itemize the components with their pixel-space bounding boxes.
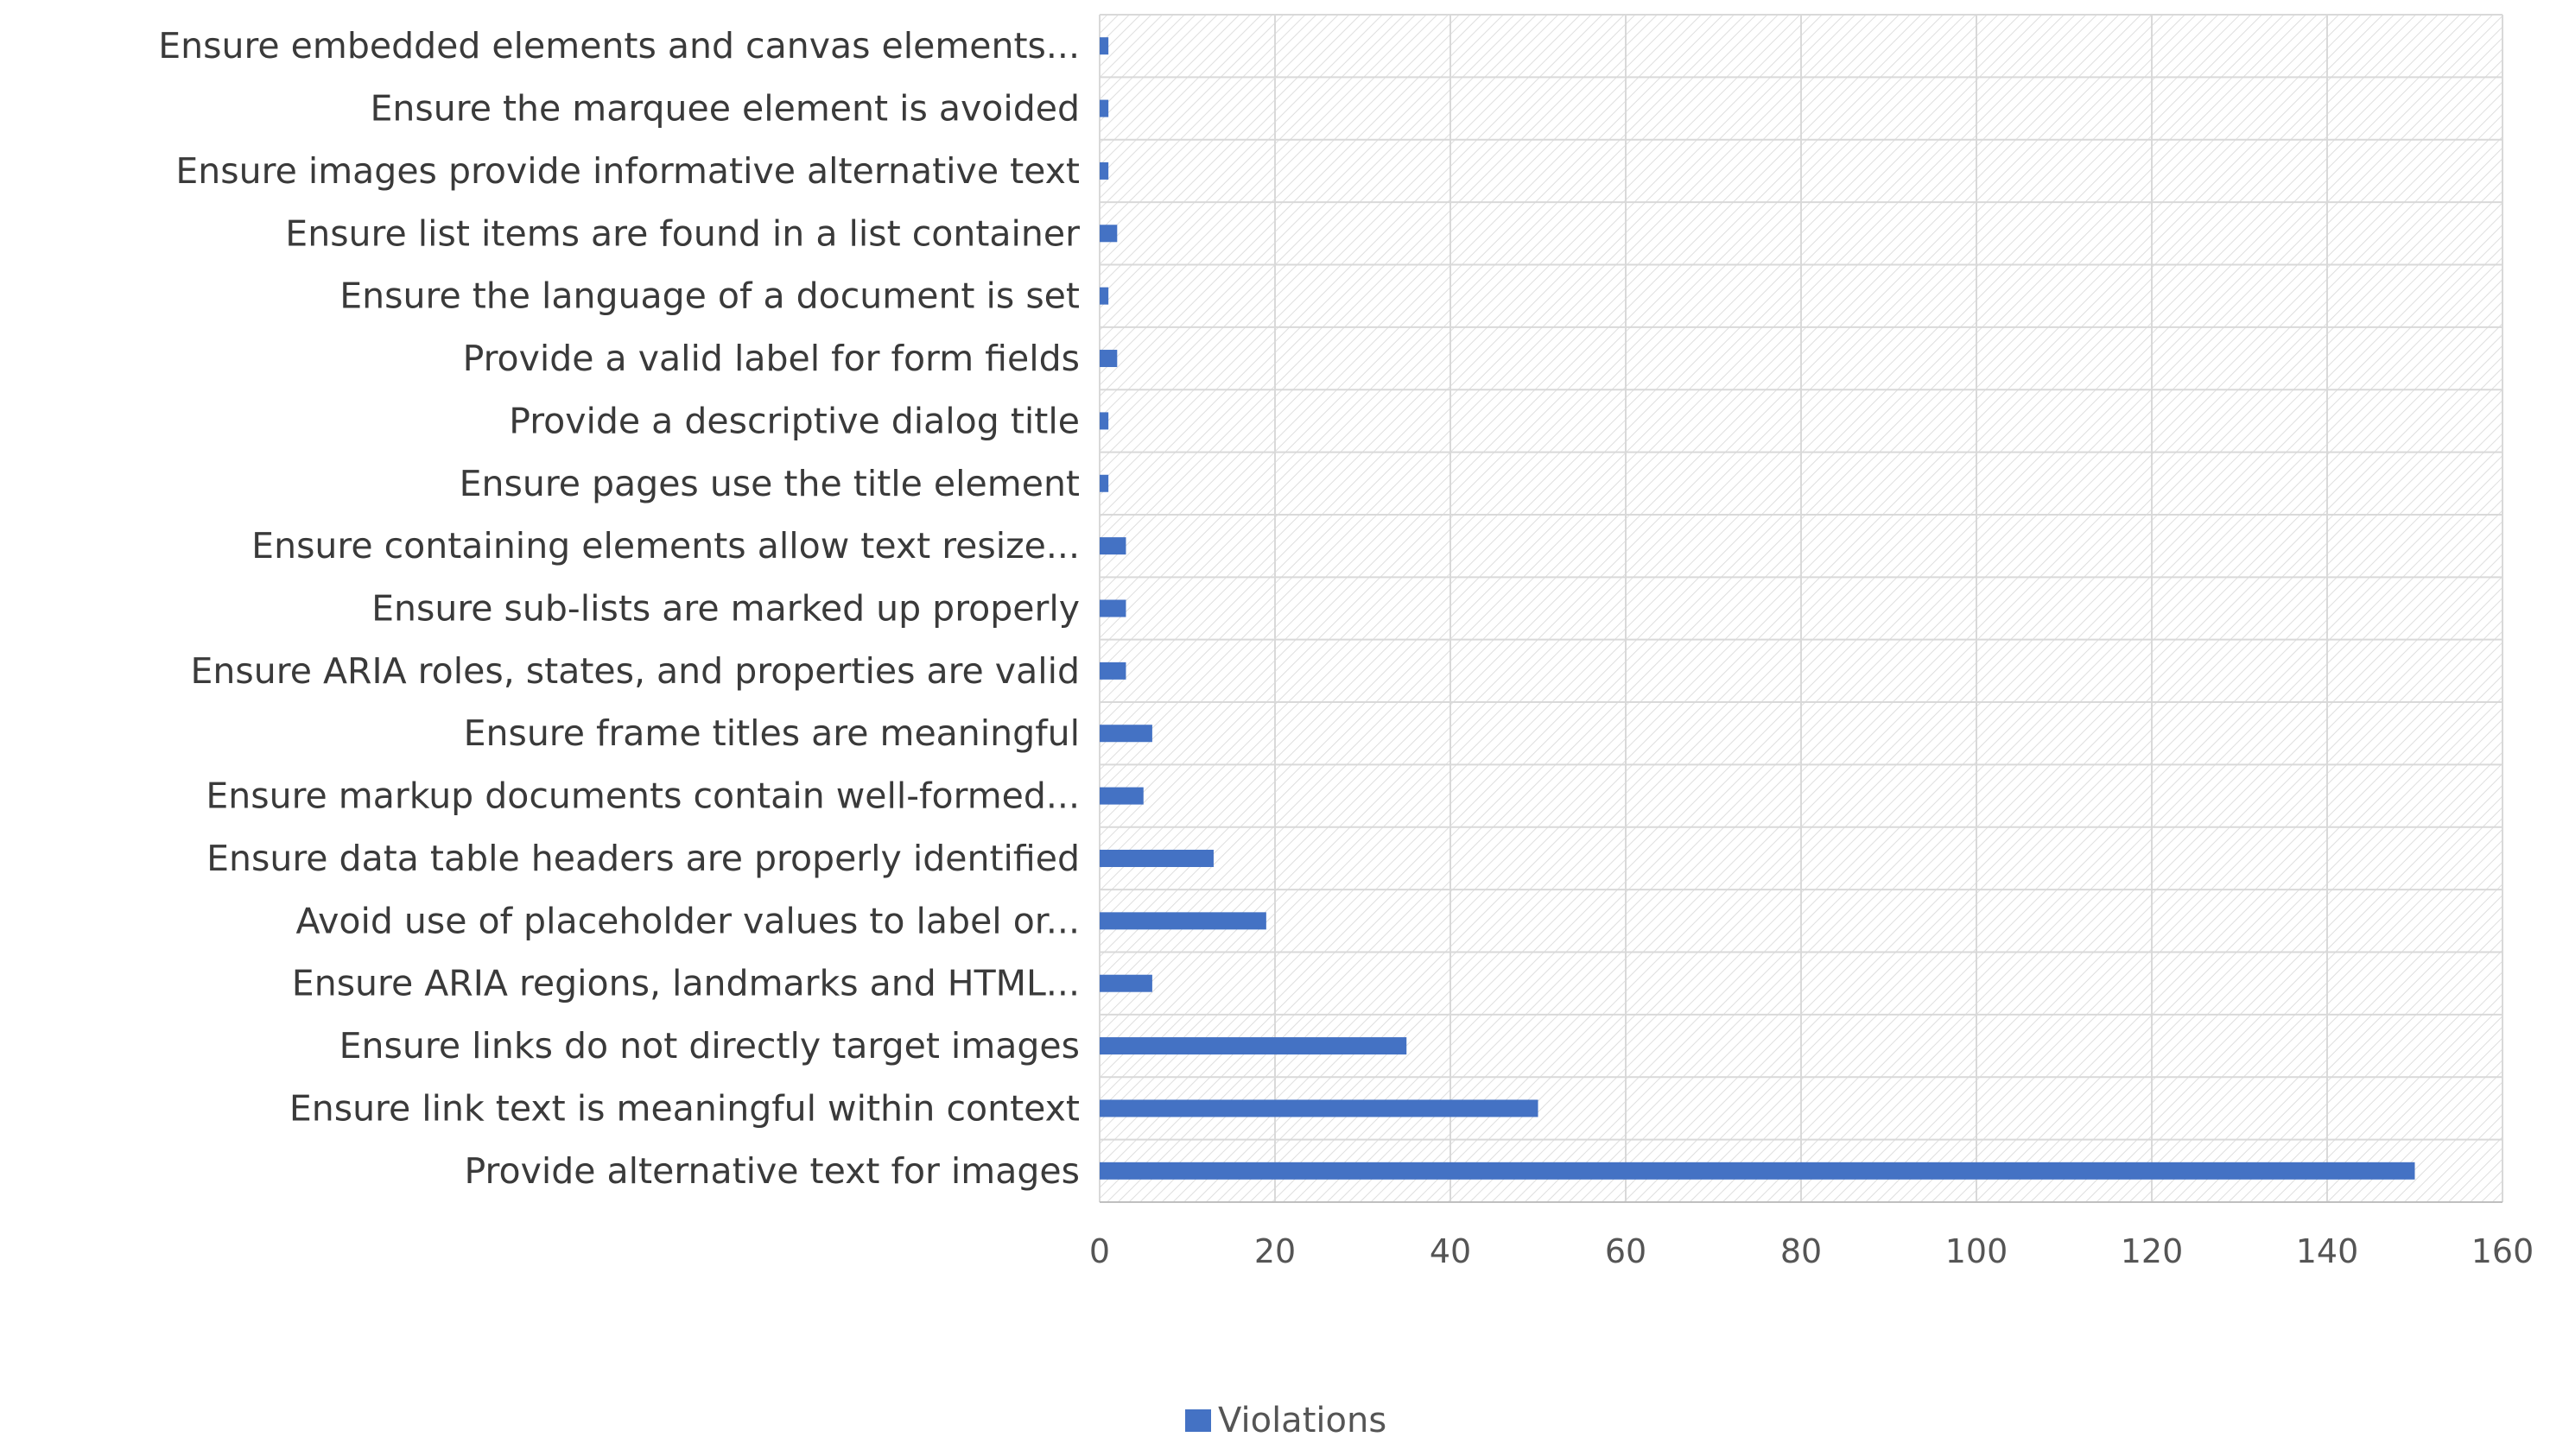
category-label: Provide a descriptive dialog title <box>509 400 1080 442</box>
bar-violations <box>1100 475 1108 492</box>
category-label: Ensure links do not directly target images <box>339 1025 1080 1067</box>
x-tick-label: 60 <box>1604 1232 1647 1270</box>
bar-violations <box>1100 662 1126 680</box>
x-tick-label: 120 <box>2120 1232 2184 1270</box>
x-tick-label: 100 <box>1944 1232 2008 1270</box>
x-tick-label: 20 <box>1253 1232 1297 1270</box>
category-label: Ensure embedded elements and canvas elements... <box>158 25 1080 67</box>
x-tick-label: 140 <box>2295 1232 2359 1270</box>
legend-label-violations: Violations <box>1218 1401 1387 1440</box>
category-label: Ensure data table headers are properly identified <box>206 837 1080 879</box>
category-label: Provide a valid label for form fields <box>462 338 1080 380</box>
bar-violations <box>1100 350 1117 367</box>
bar-violations <box>1100 788 1144 805</box>
x-tick-label: 40 <box>1429 1232 1472 1270</box>
bar-violations <box>1100 100 1108 117</box>
bar-violations <box>1100 162 1108 180</box>
bar-violations <box>1100 225 1117 242</box>
bar-violations <box>1100 1037 1406 1054</box>
x-tick-label: 160 <box>2471 1232 2534 1270</box>
category-label: Ensure the marquee element is avoided <box>370 87 1080 130</box>
x-tick-label: 0 <box>1088 1232 1111 1270</box>
bar-violations <box>1100 600 1126 617</box>
bar-violations <box>1100 725 1152 742</box>
legend <box>1185 1401 1386 1440</box>
category-label: Ensure sub-lists are marked up properly <box>371 587 1080 630</box>
bar-violations <box>1100 537 1126 554</box>
bar-violations <box>1100 1099 1538 1117</box>
category-label: Avoid use of placeholder values to label or... <box>295 900 1080 942</box>
category-label: Ensure list items are found in a list container <box>285 212 1080 255</box>
category-label: Ensure frame titles are meaningful <box>463 712 1080 755</box>
bar-violations <box>1100 850 1214 867</box>
category-label: Ensure images provide informative alternative text <box>175 149 1080 192</box>
bar-violations <box>1100 288 1108 305</box>
category-label: Ensure markup documents contain well-formed... <box>206 775 1080 817</box>
bar-violations <box>1100 1162 2415 1180</box>
category-label: Ensure containing elements allow text resize... <box>251 525 1080 567</box>
bar-violations <box>1100 912 1266 929</box>
category-label: Ensure the language of a document is set <box>339 275 1080 317</box>
bar-violations <box>1100 37 1108 54</box>
category-label: Ensure pages use the title element <box>459 462 1080 504</box>
bar-violations <box>1100 412 1108 429</box>
category-label: Provide alternative text for images <box>464 1149 1080 1192</box>
legend-swatch-violations <box>1185 1409 1211 1432</box>
x-tick-label: 80 <box>1779 1232 1823 1270</box>
category-label: Ensure ARIA roles, states, and properties are valid <box>190 649 1080 692</box>
x-axis-tick-labels <box>1089 1232 2534 1270</box>
category-labels <box>158 25 1080 1192</box>
category-label: Ensure ARIA regions, landmarks and HTML... <box>291 962 1080 1004</box>
bar-violations <box>1100 975 1152 992</box>
category-label: Ensure link text is meaningful within context <box>289 1087 1080 1130</box>
